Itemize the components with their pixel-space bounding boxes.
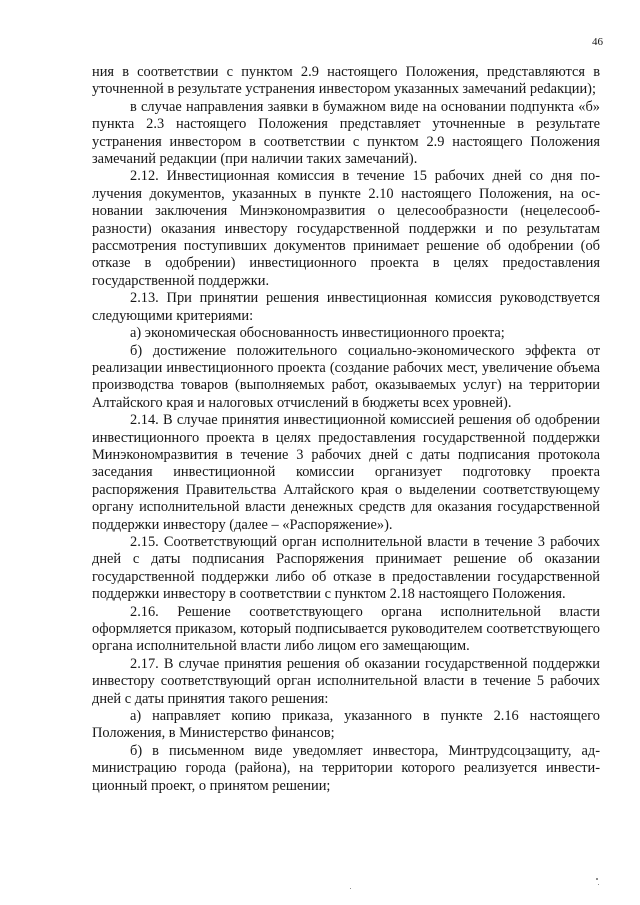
criterion-a: а) экономическая обоснованность инвестиционного проекта; — [130, 325, 505, 342]
paragraph-2-15: 2.15. Соответствующий орган исполнительной власти в течение 3 рабочих дней с даты подписания Распоряжения принимает решение об оказании государственной поддержки либо об отказе в предоставлении государственной поддержки инвестору в соответствии с пунктом 2.18 настоящего Положения. — [92, 533, 600, 603]
scan-speck — [596, 878, 598, 880]
paragraph-paper-submission: в случае направления заявки в бумажном виде на основании подпункта «б» пункта 2.3 настоящего Положения представляет уточненные в результате устранения инвестором в соответствии с пунктом 2.9 настоящего Положения замечаний редакции (при наличии таких замечаний). — [92, 98, 600, 168]
paragraph-continuation: ния в соответствии с пунктом 2.9 настоящего Положения, представляются в уточненной в результате устранения инвестором указанных замечаний реdакции); — [92, 64, 600, 98]
page-number: 46 — [592, 36, 603, 48]
document-body — [92, 64, 600, 795]
action-a: а) направляет копию приказа, указанного в пункте 2.16 настоящего Положения, в Министерство финансов; — [92, 708, 600, 742]
paragraph-2-12: 2.12. Инвестиционная комиссия в течение 15 рабочих дней со дня получения документов, указанных в пункте 2.10 настоящего Положения, на основании заключения Минэкономразвития о целесообразности (нецелесообразности) оказания инвестору государственной поддержки и по результатам рассмотрения поступивших документов принимает решение об одобрении (об отказе в одобрении) инвестиционного проекта в целях предоставления государственной поддержки. — [92, 168, 600, 289]
criterion-b: б) достижение положительного социально-экономического эффекта от реализации инвестиционного проекта (создание рабочих мест, увеличение объема производства товаров (выполняемых работ, оказываемых услуг) на территории Алтайского края и налоговых отчислений в бюджеты всех уровней). — [92, 342, 600, 411]
action-b: б) в письменном виде уведомляет инвестора, Минтрудсоцзащиту, администрацию города (района), на территории которого реализуется инвестиционный проект, о принятом решении; — [92, 742, 600, 794]
paragraph-2-13: 2.13. При принятии решения инвестиционная комиссия руководствуется следующими критериями: — [92, 290, 600, 324]
scan-speck — [350, 888, 351, 889]
paragraph-2-16: 2.16. Решение соответствующего органа исполнительной власти оформляется приказом, который подписывается руководителем соответствующего органа исполнительной власти либо лицом его замещающим. — [92, 603, 600, 655]
paragraph-2-17: 2.17. В случае принятия решения об оказании государственной поддержки инвестору соответствующий орган исполнительной власти в течение 5 рабочих дней с даты принятия такого решения: — [92, 655, 600, 707]
scan-speck — [598, 884, 599, 885]
paragraph-2-14: 2.14. В случае принятия инвестиционной комиссией решения об одобрении инвестиционного проекта в целях предоставления государственной поддержки Минэкономразвития в течение 3 рабочих дней с даты подписания протокола заседания инвестиционной комиссии организует подготовку проекта распоряжения Правительства Алтайского края о выделении соответствующему органу исполнительной власти денежных средств для оказания государственной поддержки инвестору (далее – «Распоряжение»). — [92, 412, 600, 533]
